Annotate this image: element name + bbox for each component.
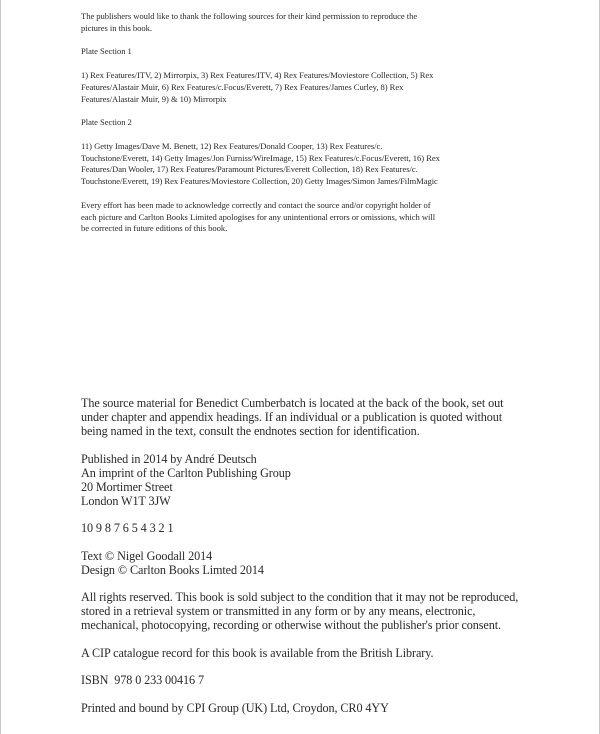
publisher-line: London W1T 3JW	[81, 493, 171, 508]
publisher-line: An imprint of the Carlton Publishing Group	[81, 465, 291, 480]
copyright-block	[81, 396, 521, 728]
publisher-info	[81, 452, 521, 508]
printer-info: Printed and bound by CPI Group (UK) Ltd, Croydon, CR0 4YY	[81, 700, 389, 715]
copyright-notices	[81, 549, 521, 577]
print-line: 10 9 8 7 6 5 4 3 2 1	[81, 521, 174, 535]
rights-statement: All rights reserved. This book is sold subject to the condition that it may not be reproduced, stored in a retrieval system or transmitted in any form or by any means, electronic, mechanical, photocopying, recording or otherwise without the publisher's prior consent.	[81, 590, 519, 632]
plate-section-2-credits: 11) Getty Images/Dave M. Benett, 12) Rex Features/Donald Cooper, 13) Rex Features/c. Touchstone/Everett, 14) Getty Images/Jon Furniss/WireImage, 15) Rex Features/c.Focus/Everett, 16) Rex Features/Dan Wooler, 17) Rex Features/Paramount Pictures/Everett Collection, 18) Rex Features/c. Touchstone/Everett, 19) Rex Features/Moviestore Collection, 20) Getty Images/Simon James/FilmMagic	[81, 140, 440, 187]
publisher-line: Published in 2014 by André Deutsch	[81, 451, 257, 466]
source-note: The source material for Benedict Cumberbatch is located at the back of the book, set out under chapter and appendix headings. If an individual or a publication is quoted without being named in the text, consult the endnotes section for identification.	[81, 396, 504, 438]
publisher-line: 20 Mortimer Street	[81, 479, 173, 494]
plate-section-1-credits: 1) Rex Features/ITV, 2) Mirrorpix, 3) Rex Features/ITV, 4) Rex Features/Moviestore Collection, 5) Rex Features/Alastair Muir, 6) Rex Features/c.Focus/Everett, 7) Rex Features/James Curley, 8) Rex Features/Alastair Muir, 9) & 10) Mirrorpix	[81, 69, 434, 104]
isbn: ISBN 978 0 233 00416 7	[81, 673, 204, 687]
picture-credits	[81, 11, 441, 247]
credits-disclaimer: Every effort has been made to acknowledge correctly and contact the source and/or copyright holder of each picture and Carlton Books Limited apologises for any unintentional errors or omissions, which will be corrected in future editions of this book.	[81, 199, 436, 234]
plate-section-2-title: Plate Section 2	[81, 117, 132, 128]
plate-section-1-title: Plate Section 1	[81, 46, 132, 57]
text-copyright: Text © Nigel Goodall 2014	[81, 548, 213, 563]
cip-record: A CIP catalogue record for this book is available from the British Library.	[81, 645, 434, 660]
design-copyright: Design © Carlton Books Limted 2014	[81, 562, 264, 577]
credits-thanks: The publishers would like to thank the following sources for their kind permission to reproduce the pictures in this book.	[81, 11, 418, 33]
